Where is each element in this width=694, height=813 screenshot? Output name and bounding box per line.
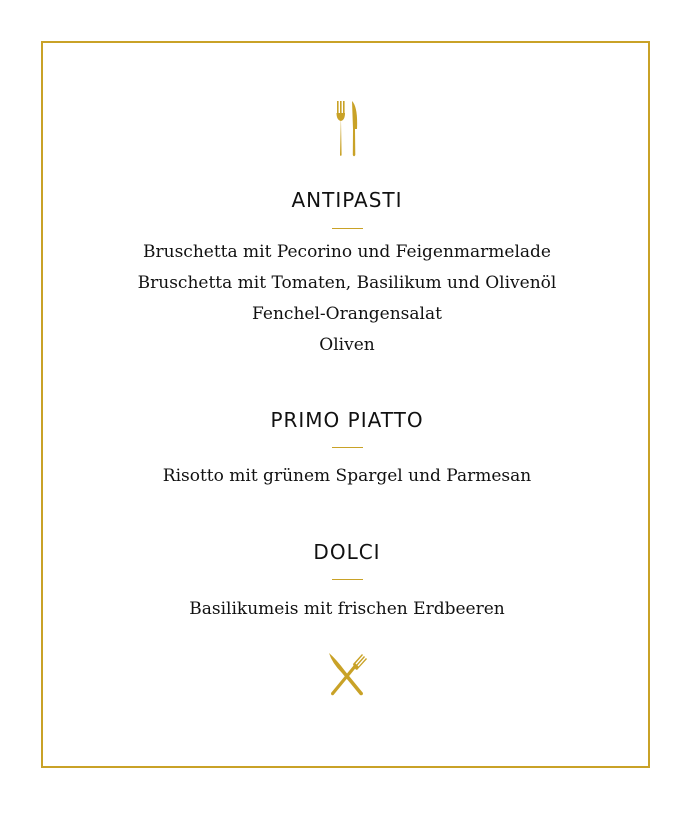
menu-item: Bruschetta mit Pecorino und Feigenmarmelade [143,242,551,262]
crossed-fork-knife-icon [326,651,368,697]
section-title-primo-piatto: PRIMO PIATTO [270,408,424,432]
section-title-dolci: DOLCI [313,540,381,564]
menu-item: Risotto mit grünem Spargel und Parmesan [162,466,532,486]
menu-item: Fenchel-Orangensalat [252,304,442,324]
section-divider [332,447,363,448]
fork-and-knife-icon [333,99,361,159]
section-divider [332,579,363,580]
menu-item: Basilikumeis mit frischen Erdbeeren [189,599,505,619]
menu-item: Bruschetta mit Tomaten, Basilikum und Olivenöl [137,273,557,293]
section-items-primo-piatto [0,461,694,492]
menu-item: Oliven [319,335,375,355]
section-items-dolci [0,594,694,625]
section-divider [332,228,363,229]
section-title-antipasti: ANTIPASTI [291,188,403,212]
section-items-antipasti [0,237,694,361]
